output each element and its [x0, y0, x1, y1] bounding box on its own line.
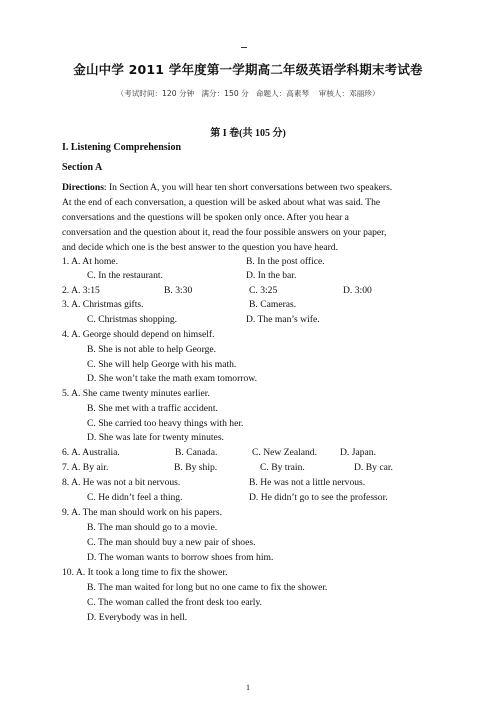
q3-option-d: D. The man’s wife.: [246, 314, 320, 325]
section-heading: I. Listening Comprehension: [62, 142, 182, 153]
q4-option-a: 4. A. George should depend on himself.: [62, 329, 215, 340]
q9-option-c: C. The man should buy a new pair of shoes.: [87, 537, 256, 548]
q8-option-c: C. He didn’t feel a thing.: [87, 492, 183, 503]
q8-option-d: D. He didn’t go to see the professor.: [249, 492, 388, 503]
q8-option-b: B. He was not a little nervous.: [249, 477, 366, 488]
q2-option-b: B. 3:30: [164, 285, 193, 296]
directions-text-1: : In Section A, you will hear ten short conversations between two speakers.: [103, 182, 393, 193]
q9-option-b: B. The man should go to a movie.: [87, 522, 218, 533]
q9-option-d: D. The woman wants to borrow shoes from him.: [87, 552, 274, 563]
q5-option-c: C. She carried too heavy things with her.: [87, 418, 244, 429]
exam-subtitle: （考试时间：120 分钟 满分：150 分 命题人：高素琴 审核人：邓丽珍）: [116, 89, 380, 98]
q3-option-a: 3. A. Christmas gifts.: [62, 299, 144, 310]
q5-option-d: D. She was late for twenty minutes.: [87, 432, 224, 443]
q2-option-d: D. 3:00: [343, 285, 372, 296]
q3-option-c: C. Christmas shopping.: [87, 314, 178, 325]
q7-option-b: B. By ship.: [174, 462, 218, 473]
q7-option-c: C. By train.: [260, 462, 305, 473]
q1-option-d: D. In the bar.: [246, 270, 297, 281]
q4-option-d: D. She won’t take the math exam tomorrow.: [87, 373, 257, 384]
q8-option-a: 8. A. He was not a bit nervous.: [62, 477, 181, 488]
exam-title: 金山中学 2011 学年度第一学期高二年级英语学科期末考试卷: [73, 62, 423, 77]
q1-option-c: C. In the restaurant.: [87, 270, 163, 281]
q2-option-c: C. 3:25: [249, 285, 278, 296]
q10-option-d: D. Everybody was in hell.: [87, 612, 188, 623]
directions-line-5: and decide which one is the best answer to the question you have heard.: [62, 242, 339, 253]
q6-option-a: 6. A. Australia.: [62, 447, 120, 458]
q1-option-a: 1. A. At home.: [62, 256, 118, 267]
q10-option-c: C. The woman called the front desk too early.: [87, 597, 263, 608]
q5-option-b: B. She met with a traffic accident.: [87, 403, 218, 414]
directions-line-3: conversations and the questions will be spoken only once. After you hear a: [62, 212, 349, 223]
q4-option-b: B. She is not able to help George.: [87, 344, 217, 355]
q6-option-d: D. Japan.: [340, 447, 376, 458]
q7-option-a: 7. A. By air.: [62, 462, 109, 473]
q4-option-c: C. She will help George with his math.: [87, 359, 237, 370]
directions-line-2: At the end of each conversation, a question will be asked about what was said. The: [62, 197, 381, 208]
directions-line-1: [62, 182, 392, 194]
page-number: 1: [246, 683, 250, 692]
q10-option-b: B. The man waited for long but no one came to fix the shower.: [87, 582, 328, 593]
q7-option-d: D. By car.: [354, 462, 393, 473]
part-title: 第 I 卷(共 105 分): [210, 128, 286, 139]
q10-option-a: 10. A. It took a long time to fix the shower.: [62, 567, 228, 578]
q3-option-b: B. Cameras.: [249, 299, 297, 310]
directions-line-4: conversation and the question about it, read the four possible answers on your paper,: [62, 227, 387, 238]
top-mark: [241, 47, 247, 48]
q9-option-a: 9. A. The man should work on his papers.: [62, 507, 222, 518]
q6-option-c: C. New Zealand.: [252, 447, 318, 458]
section-a-heading: Section A: [62, 162, 103, 173]
directions-label: Directions: [62, 182, 104, 193]
q1-option-b: B. In the post office.: [246, 256, 325, 267]
q5-option-a: 5. A. She came twenty minutes earlier.: [62, 388, 210, 399]
q6-option-b: B. Canada.: [175, 447, 218, 458]
q2-option-a: 2. A. 3:15: [62, 285, 100, 296]
